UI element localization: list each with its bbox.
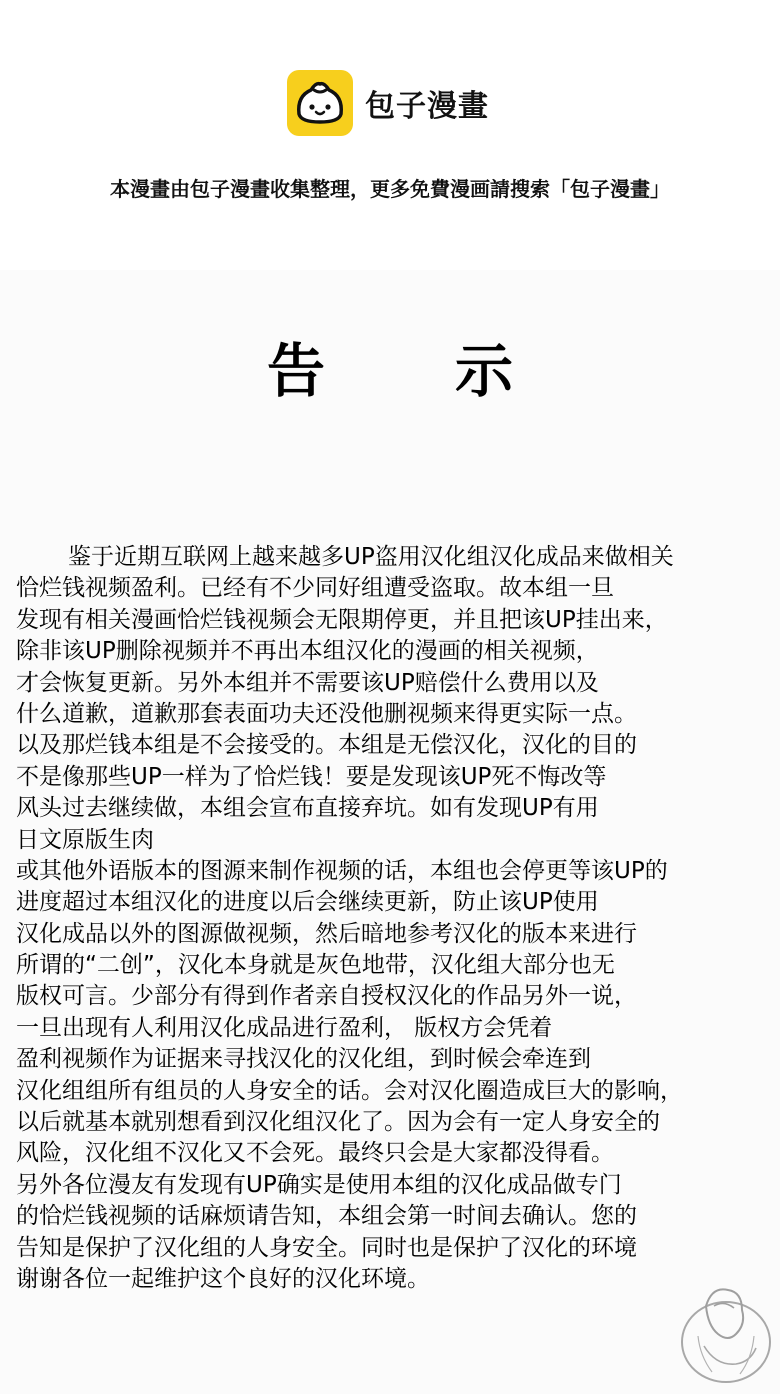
body-line: 什么道歉，道歉那套表面功夫还没他删视频来得更实际一点。: [16, 700, 637, 727]
body-line: 鉴于近期互联网上越来越多UP盗用汉化组汉化成品来做相关: [68, 544, 674, 570]
body-line: 告知是保护了汉化组的人身安全。同时也是保护了汉化的环境: [16, 1234, 637, 1261]
title-char-1: 告: [266, 337, 325, 405]
source-notice: 本漫畫由包子漫畫收集整理，更多免費漫画請搜索「包子漫畫」: [110, 177, 670, 201]
body-line: 汉化组组所有组员的人身安全的话。会对汉化圈造成巨大的影响，: [16, 1077, 683, 1104]
body-line: 一旦出现有人利用汉化成品进行盈利， 版权方会凭着: [16, 1014, 553, 1041]
body-line: 盈利视频作为证据来寻找汉化的汉化组，到时候会牵连到: [16, 1046, 591, 1073]
body-line: 风险，汉化组不汉化又不会死。最终只会是大家都没得看。: [16, 1140, 614, 1167]
body-line: 恰烂钱视频盈利。已经有不少同好组遭受盗取。故本组一旦: [16, 575, 614, 602]
body-line: 除非该UP删除视频并不再出本组汉化的漫画的相关视频，: [16, 638, 599, 665]
body-line: 所谓的“二创”，汉化本身就是灰色地带，汉化组大部分也无: [16, 952, 615, 979]
body-line: 以及那烂钱本组是不会接受的。本组是无偿汉化，汉化的目的: [16, 732, 637, 759]
body-line: 版权可言。少部分有得到作者亲自授权汉化的作品另外一说，: [16, 983, 637, 1010]
body-line: 才会恢复更新。另外本组并不需要该UP赔偿什么费用以及: [16, 669, 599, 696]
body-line: 进度超过本组汉化的进度以后会继续更新，防止该UP使用: [16, 889, 599, 916]
body-line: 以后就基本就别想看到汉化组汉化了。因为会有一定人身安全的: [16, 1109, 660, 1136]
announcement-body: [16, 542, 776, 1295]
body-line: 的恰烂钱视频的话麻烦请告知，本组会第一时间去确认。您的: [16, 1203, 637, 1230]
body-line: 日文原版生肉: [16, 826, 154, 853]
body-line: 汉化成品以外的图源做视频，然后暗地参考汉化的版本来进行: [16, 920, 637, 947]
brand-name: 包子漫畫: [365, 89, 489, 124]
bun-logo-icon: [287, 70, 353, 136]
page-title: [0, 336, 780, 406]
body-line: 不是像那些UP一样为了恰烂钱！要是发现该UP死不悔改等: [16, 763, 607, 790]
header: [0, 0, 780, 270]
body-line: 风头过去继续做，本组会宣布直接弃坑。如有发现UP有用: [16, 795, 599, 822]
title-char-2: 示: [455, 337, 514, 405]
body-line: 另外各位漫友有发现有UP确实是使用本组的汉化成品做专门: [16, 1171, 622, 1198]
body-line: 谢谢各位一起维护这个良好的汉化环境。: [16, 1265, 430, 1292]
group-stamp-icon: [676, 1276, 776, 1386]
brand[interactable]: [287, 70, 489, 136]
body-line: 发现有相关漫画恰烂钱视频会无限期停更，并且把该UP挂出来，: [16, 606, 668, 633]
body-line: 或其他外语版本的图源来制作视频的话，本组也会停更等该UP的: [16, 857, 668, 884]
